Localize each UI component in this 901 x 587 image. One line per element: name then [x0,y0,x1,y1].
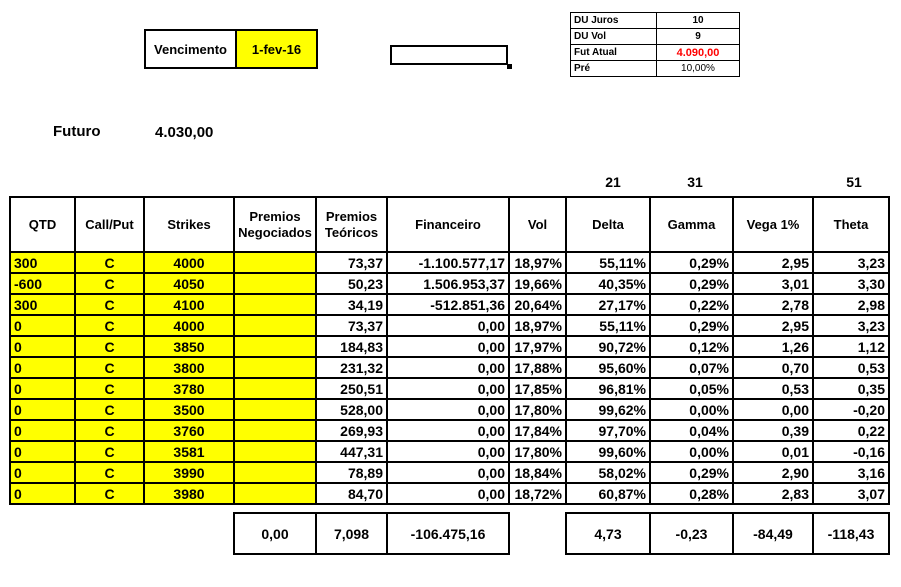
gamma-cell[interactable]: 0,29% [650,273,733,294]
table-row [10,252,889,273]
fut-atual-value[interactable]: 4.090,00 [657,45,740,61]
qtd-cell[interactable]: 0 [10,441,75,462]
spacer-cell [234,504,316,513]
du-vol-label[interactable]: DU Vol [571,29,657,45]
premio-teorico-cell[interactable]: 73,37 [316,315,387,336]
premio-teorico-cell[interactable]: 447,31 [316,441,387,462]
gamma-cell[interactable]: 0,29% [650,462,733,483]
strike-cell[interactable]: 3500 [144,399,234,420]
premio-teorico-cell[interactable]: 84,70 [316,483,387,504]
callput-cell[interactable]: C [75,336,144,357]
table-row [10,294,889,315]
premio-teorico-cell[interactable]: 34,19 [316,294,387,315]
total-theta[interactable]: -118,43 [813,513,889,554]
du-juros-label[interactable]: DU Juros [571,13,657,29]
theta-cell[interactable]: 0,53 [813,357,889,378]
financeiro-cell[interactable]: 0,00 [387,483,509,504]
premio-negociado-cell[interactable] [234,273,316,294]
header-row [10,197,889,252]
delta-cell[interactable]: 55,11% [566,315,650,336]
callput-cell[interactable]: C [75,357,144,378]
vega-cell[interactable]: 3,01 [733,273,813,294]
premio-teorico-cell[interactable]: 78,89 [316,462,387,483]
qtd-cell[interactable]: 0 [10,483,75,504]
premio-negociado-cell[interactable] [234,420,316,441]
financeiro-cell[interactable]: 0,00 [387,420,509,441]
strike-cell[interactable]: 3760 [144,420,234,441]
table-row [10,441,889,462]
total-financeiro[interactable]: -106.475,16 [387,513,509,554]
header-gamma[interactable]: Gamma [650,197,733,252]
info-table [570,12,740,77]
strike-cell[interactable]: 4050 [144,273,234,294]
financeiro-cell[interactable]: -512.851,36 [387,294,509,315]
vol-cell[interactable]: 18,72% [509,483,566,504]
selected-cell[interactable] [390,45,508,65]
spacer-row [10,504,889,513]
vega-cell[interactable]: 0,00 [733,399,813,420]
vega-cell[interactable]: 2,95 [733,315,813,336]
callput-cell[interactable]: C [75,378,144,399]
options-table [9,196,890,555]
spacer-cell [10,504,75,513]
gamma-cell[interactable]: 0,00% [650,399,733,420]
delta-cell[interactable]: 55,11% [566,252,650,273]
vencimento-box [144,29,318,69]
fut-atual-label[interactable]: Fut Atual [571,45,657,61]
vega-cell[interactable]: 2,78 [733,294,813,315]
vega-cell[interactable]: 0,01 [733,441,813,462]
table-row [10,315,889,336]
premio-negociado-cell[interactable] [234,336,316,357]
financeiro-cell[interactable]: 0,00 [387,357,509,378]
pre-label[interactable]: Pré [571,61,657,77]
financeiro-cell[interactable]: 0,00 [387,462,509,483]
callput-cell[interactable]: C [75,315,144,336]
theta-cell[interactable]: 2,98 [813,294,889,315]
vol-cell[interactable]: 18,97% [509,315,566,336]
callput-cell[interactable]: C [75,273,144,294]
header-premios-teo-line1: Premios [325,208,378,224]
gamma-days[interactable]: 31 [687,174,703,190]
vega-cell[interactable]: 2,83 [733,483,813,504]
gamma-cell[interactable]: 0,12% [650,336,733,357]
header-premios-neg-line2: Negociados [238,224,312,240]
vega-cell[interactable]: 0,70 [733,357,813,378]
total-vega[interactable]: -84,49 [733,513,813,554]
table-row [10,378,889,399]
callput-cell[interactable]: C [75,462,144,483]
futuro-label: Futuro [53,123,101,140]
financeiro-cell[interactable]: -1.100.577,17 [387,252,509,273]
header-premios-negociados[interactable] [234,197,316,252]
vega-cell[interactable]: 0,53 [733,378,813,399]
delta-cell[interactable]: 27,17% [566,294,650,315]
theta-cell[interactable]: 3,07 [813,483,889,504]
callput-cell[interactable]: C [75,483,144,504]
vol-cell[interactable]: 17,80% [509,399,566,420]
premio-teorico-cell[interactable]: 184,83 [316,336,387,357]
spacer-cell [509,504,566,513]
delta-days[interactable]: 21 [605,174,621,190]
header-delta[interactable]: Delta [566,197,650,252]
header-qtd[interactable]: QTD [10,197,75,252]
strike-cell[interactable]: 3990 [144,462,234,483]
header-vega[interactable]: Vega 1% [733,197,813,252]
premio-negociado-cell[interactable] [234,483,316,504]
qtd-cell[interactable]: -600 [10,273,75,294]
theta-cell[interactable]: 3,16 [813,462,889,483]
vega-cell[interactable]: 1,26 [733,336,813,357]
premio-teorico-cell[interactable]: 231,32 [316,357,387,378]
delta-cell[interactable]: 99,60% [566,441,650,462]
callput-cell[interactable]: C [75,399,144,420]
qtd-cell[interactable]: 0 [10,462,75,483]
header-callput[interactable]: Call/Put [75,197,144,252]
header-vol[interactable]: Vol [509,197,566,252]
delta-cell[interactable]: 58,02% [566,462,650,483]
qtd-cell[interactable]: 0 [10,336,75,357]
gamma-cell[interactable]: 0,22% [650,294,733,315]
empty-cell[interactable] [75,513,144,554]
premio-negociado-cell[interactable] [234,378,316,399]
header-premios-teoricos[interactable] [316,197,387,252]
spacer-cell [387,504,509,513]
table-row [10,399,889,420]
financeiro-cell[interactable]: 0,00 [387,441,509,462]
futuro-value[interactable]: 4.030,00 [155,124,214,141]
delta-cell[interactable]: 40,35% [566,273,650,294]
spacer-cell [733,504,813,513]
financeiro-cell[interactable]: 0,00 [387,378,509,399]
header-premios-teo-line2: Teóricos [324,224,379,240]
theta-cell[interactable]: 0,35 [813,378,889,399]
premio-negociado-cell[interactable] [234,315,316,336]
total-delta[interactable]: 4,73 [566,513,650,554]
strike-cell[interactable]: 4100 [144,294,234,315]
premio-teorico-cell[interactable]: 528,00 [316,399,387,420]
callput-cell[interactable]: C [75,252,144,273]
gamma-cell[interactable]: 0,29% [650,252,733,273]
strike-cell[interactable]: 3581 [144,441,234,462]
spacer-cell [813,504,889,513]
empty-cell[interactable] [144,513,234,554]
du-vol-value[interactable]: 9 [657,29,740,45]
premio-negociado-cell[interactable] [234,294,316,315]
strike-cell[interactable]: 4000 [144,252,234,273]
financeiro-cell[interactable]: 0,00 [387,399,509,420]
qtd-cell[interactable]: 0 [10,315,75,336]
spacer-cell [566,504,650,513]
table-row [10,483,889,504]
total-gamma[interactable]: -0,23 [650,513,733,554]
strike-cell[interactable]: 3780 [144,378,234,399]
table-row [10,357,889,378]
header-theta[interactable]: Theta [813,197,889,252]
vega-cell[interactable]: 0,39 [733,420,813,441]
vol-cell[interactable]: 17,97% [509,336,566,357]
delta-cell[interactable]: 99,62% [566,399,650,420]
vol-cell[interactable]: 17,84% [509,420,566,441]
spacer-cell [316,504,387,513]
gamma-cell[interactable]: 0,00% [650,441,733,462]
table-row [10,273,889,294]
financeiro-cell[interactable]: 0,00 [387,336,509,357]
premio-negociado-cell[interactable] [234,252,316,273]
vol-cell[interactable]: 20,64% [509,294,566,315]
qtd-cell[interactable]: 0 [10,378,75,399]
theta-days[interactable]: 51 [846,174,862,190]
financeiro-cell[interactable]: 1.506.953,37 [387,273,509,294]
premio-teorico-cell[interactable]: 50,23 [316,273,387,294]
delta-cell[interactable]: 97,70% [566,420,650,441]
premio-negociado-cell[interactable] [234,441,316,462]
theta-cell[interactable]: 3,30 [813,273,889,294]
premio-negociado-cell[interactable] [234,357,316,378]
spacer-cell [144,504,234,513]
delta-cell[interactable]: 95,60% [566,357,650,378]
callput-cell[interactable]: C [75,420,144,441]
premio-teorico-cell[interactable]: 250,51 [316,378,387,399]
theta-cell[interactable]: 1,12 [813,336,889,357]
premio-negociado-cell[interactable] [234,462,316,483]
header-financeiro[interactable]: Financeiro [387,197,509,252]
gamma-cell[interactable]: 0,28% [650,483,733,504]
theta-cell[interactable]: -0,20 [813,399,889,420]
total-premios-negociados[interactable]: 0,00 [234,513,316,554]
delta-cell[interactable]: 90,72% [566,336,650,357]
gamma-cell[interactable]: 0,04% [650,420,733,441]
spacer-cell [650,504,733,513]
theta-cell[interactable]: -0,16 [813,441,889,462]
theta-cell[interactable]: 0,22 [813,420,889,441]
strike-cell[interactable]: 3850 [144,336,234,357]
table-row [10,336,889,357]
financeiro-cell[interactable]: 0,00 [387,315,509,336]
callput-cell[interactable]: C [75,441,144,462]
delta-cell[interactable]: 60,87% [566,483,650,504]
empty-cell[interactable] [10,513,75,554]
table-row [10,420,889,441]
qtd-cell[interactable]: 300 [10,294,75,315]
premio-teorico-cell[interactable]: 73,37 [316,252,387,273]
vol-cell[interactable]: 17,80% [509,441,566,462]
table-row [10,462,889,483]
delta-cell[interactable]: 96,81% [566,378,650,399]
spacer-cell [75,504,144,513]
qtd-cell[interactable]: 0 [10,420,75,441]
premio-negociado-cell[interactable] [234,399,316,420]
theta-cell[interactable]: 3,23 [813,315,889,336]
vol-cell[interactable]: 17,88% [509,357,566,378]
gamma-cell[interactable]: 0,29% [650,315,733,336]
qtd-cell[interactable]: 0 [10,357,75,378]
vencimento-value[interactable]: 1-fev-16 [236,30,317,68]
header-premios-neg-line1: Premios [249,208,301,224]
qtd-cell[interactable]: 0 [10,399,75,420]
empty-cell[interactable] [509,513,566,554]
vol-cell[interactable]: 18,97% [509,252,566,273]
pre-value[interactable]: 10,00% [657,61,740,77]
totals-row [10,513,889,554]
theta-cell[interactable]: 3,23 [813,252,889,273]
vencimento-label[interactable]: Vencimento [145,30,236,68]
header-strikes[interactable]: Strikes [144,197,234,252]
gamma-cell[interactable]: 0,05% [650,378,733,399]
vol-cell[interactable]: 17,85% [509,378,566,399]
vega-cell[interactable]: 2,95 [733,252,813,273]
du-juros-value[interactable]: 10 [657,13,740,29]
callput-cell[interactable]: C [75,294,144,315]
vol-cell[interactable]: 19,66% [509,273,566,294]
total-premios-teoricos[interactable]: 7,098 [316,513,387,554]
qtd-cell[interactable]: 300 [10,252,75,273]
strike-cell[interactable]: 3800 [144,357,234,378]
premio-teorico-cell[interactable]: 269,93 [316,420,387,441]
fill-handle[interactable] [507,64,512,69]
vega-cell[interactable]: 2,90 [733,462,813,483]
strike-cell[interactable]: 4000 [144,315,234,336]
vol-cell[interactable]: 18,84% [509,462,566,483]
strike-cell[interactable]: 3980 [144,483,234,504]
gamma-cell[interactable]: 0,07% [650,357,733,378]
